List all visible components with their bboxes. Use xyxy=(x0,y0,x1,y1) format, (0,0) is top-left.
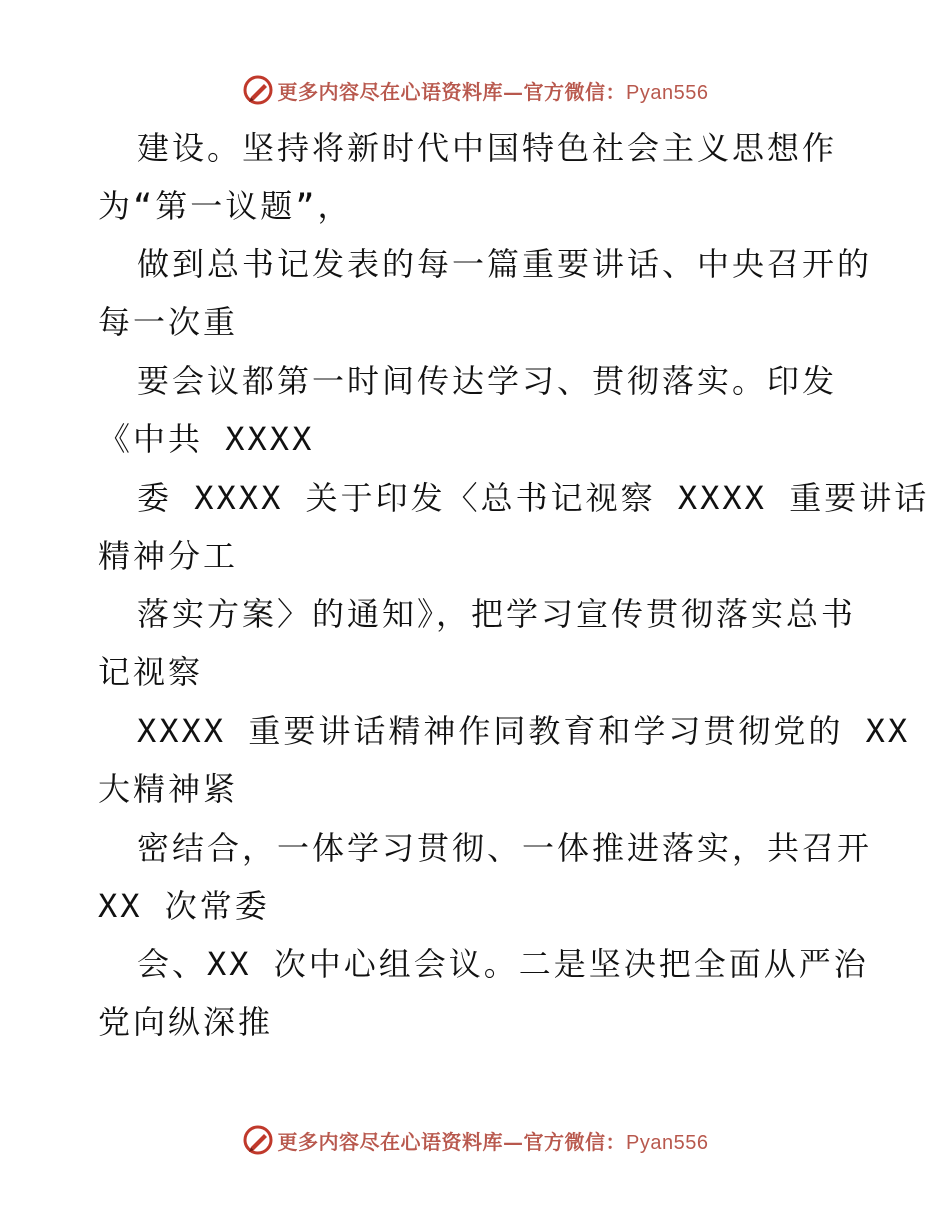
text-line: 做到总书记发表的每一篇重要讲话、中央召开的 xyxy=(137,245,873,283)
text-line: 密结合，一体学习贯彻、一体推进落实，共召开 xyxy=(137,829,873,867)
text-line: 委 XXXX 关于印发〈总书记视察 XXXX 重要讲话 xyxy=(137,479,930,517)
text-line: 会、XX 次中心组会议。二是坚决把全面从严治 xyxy=(137,945,869,983)
text-line: 党向纵深推 xyxy=(98,1003,274,1041)
text-line: XXXX 重要讲话精神作同教育和学习贯彻党的 XX xyxy=(137,712,911,750)
text-line: 要会议都第一时间传达学习、贯彻落实。印发 xyxy=(137,362,838,400)
footer-watermark-banner xyxy=(0,1120,950,1160)
header-watermark-text: 更多内容尽在心语资料库—官方微信：Pyan556 xyxy=(277,79,709,104)
text-line: 落实方案〉的通知》，把学习宣传贯彻落实总书 xyxy=(137,595,857,633)
pen-logo-icon xyxy=(242,1124,274,1156)
text-line: 精神分工 xyxy=(98,537,239,575)
text-line: 大精神紧 xyxy=(98,770,239,808)
text-line: 每一次重 xyxy=(98,303,239,341)
text-line: XX 次常委 xyxy=(98,887,270,925)
footer-watermark-text: 更多内容尽在心语资料库—官方微信：Pyan556 xyxy=(277,1129,709,1154)
text-line: 为“第一议题”， xyxy=(98,187,353,225)
text-line: 《中共 XXXX xyxy=(98,420,315,458)
text-line: 建设。坚持将新时代中国特色社会主义思想作 xyxy=(137,129,838,167)
text-line: 记视察 xyxy=(98,653,204,691)
